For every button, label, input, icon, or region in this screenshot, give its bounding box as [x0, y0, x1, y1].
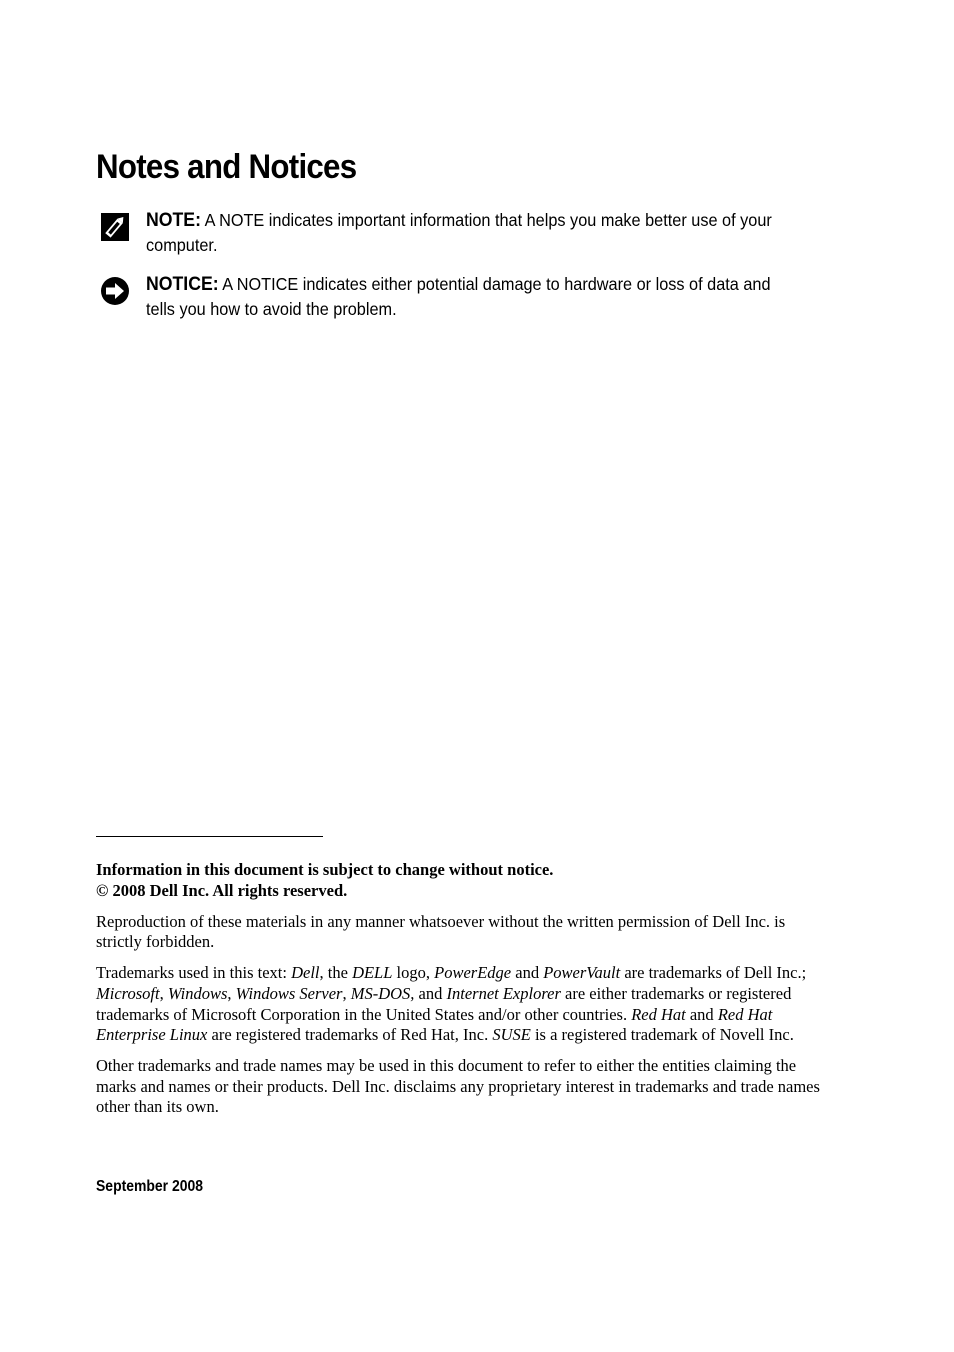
note-label: NOTE:: [146, 210, 201, 231]
tm-microsoft: Microsoft: [96, 983, 160, 1003]
note-text: A NOTE indicates important information that helps you make better use of your computer.: [146, 210, 772, 255]
publication-date: September 2008: [96, 1178, 204, 1195]
tm-windows: Windows: [167, 983, 228, 1003]
tm-text: ,: [342, 983, 351, 1003]
tm-dell: Dell: [291, 963, 320, 983]
tm-text: logo,: [392, 963, 435, 983]
tm-windows-server: Windows Server: [235, 983, 343, 1003]
tm-suse: SUSE: [492, 1025, 531, 1045]
tm-internet-explorer: Internet Explorer: [446, 983, 561, 1003]
tm-text: ,: [227, 983, 236, 1003]
tm-text: , the: [319, 963, 353, 983]
tm-text: are either trademarks or registered trademarks of Microsoft Corporation in the United States and/or other countries.: [96, 983, 792, 1024]
note-callout: [96, 208, 826, 258]
notice-callout: [96, 272, 826, 322]
tm-text: are registered trademarks of Red Hat, Inc.: [207, 1025, 493, 1045]
tm-text: Trademarks used in this text:: [96, 963, 292, 983]
footnote-divider: [96, 836, 323, 837]
arrow-circle-icon: [100, 276, 130, 306]
notice-label: NOTICE:: [146, 274, 219, 295]
page-title: Notes and Notices: [96, 148, 357, 186]
reproduction-paragraph: Reproduction of these materials in any manner whatsoever without the written permission of Dell Inc. is strictly forbidden.: [96, 911, 786, 952]
tm-msdos: MS-DOS,: [350, 983, 415, 1003]
legal-section: [96, 860, 822, 1129]
copyright-line: © 2008 Dell Inc. All rights reserved.: [96, 880, 348, 900]
tm-text: and: [414, 983, 447, 1003]
notice-text: A NOTICE indicates either potential damage to hardware or loss of data and tells you how to avoid the problem.: [146, 274, 771, 319]
pencil-icon: [100, 212, 130, 242]
tm-powervault: PowerVault: [543, 963, 621, 983]
tm-text: are trademarks of Dell Inc.;: [620, 963, 807, 983]
info-line: Information in this document is subject to change without notice.: [96, 860, 554, 879]
info-block: [96, 860, 822, 901]
tm-text: and: [685, 1004, 718, 1024]
other-trademarks-paragraph: Other trademarks and trade names may be used in this document to refer to either the entities claiming the marks and names or their products. Dell Inc. disclaims any proprietary interest in trademarks and trade names other than its own.: [96, 1056, 820, 1117]
tm-text: and: [511, 963, 544, 983]
tm-dell-logo: DELL: [352, 963, 393, 983]
trademarks-paragraph: [96, 963, 822, 1045]
tm-rhel: Red Hat Enterprise Linux: [96, 1004, 773, 1045]
tm-text: ,: [159, 983, 168, 1003]
tm-text: is a registered trademark of Novell Inc.: [530, 1025, 794, 1045]
tm-redhat: Red Hat: [631, 1004, 686, 1024]
tm-poweredge: PowerEdge: [434, 963, 512, 983]
